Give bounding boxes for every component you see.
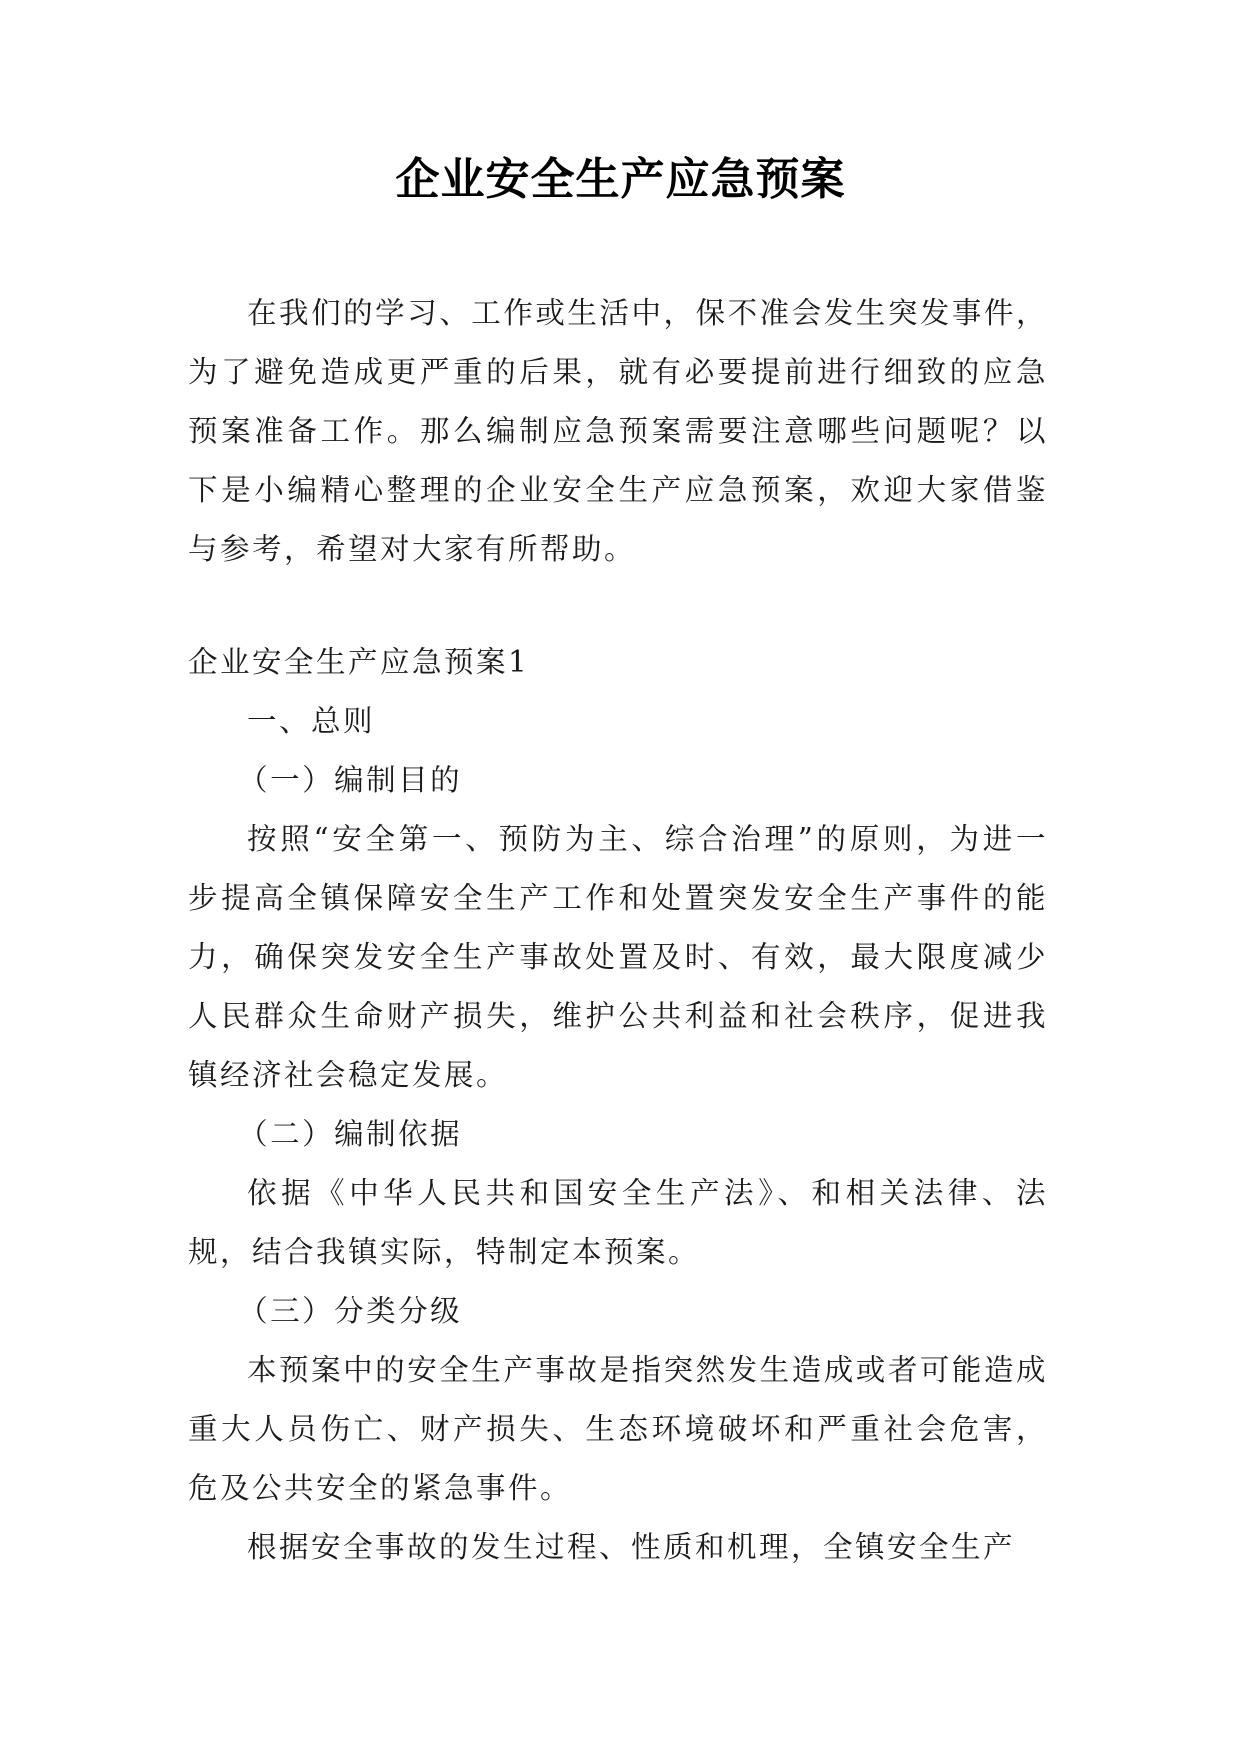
document-body <box>188 284 1048 1577</box>
heading-general: 一、总则 <box>247 704 376 738</box>
heading-classification: （三）分类分级 <box>238 1294 463 1328</box>
heading-basis: （二）编制依据 <box>238 1117 463 1151</box>
intro-paragraph: 在我们的学习、工作或生活中，保不准会发生突发事件，为了避免造成更严重的后果，就有必要提前进行细致的应急预案准备工作。那么编制应急预案需要注意哪些问题呢？以下是小编精心整理的企业安全生产应急预案，欢迎大家借鉴与参考，希望对大家有所帮助。 <box>188 296 1048 566</box>
paragraph-basis: 依据《中华人民共和国安全生产法》、和相关法律、法规，结合我镇实际，特制定本预案。 <box>188 1176 1048 1269</box>
paragraph-classification-2: 根据安全事故的发生过程、性质和机理，全镇安全生产 <box>247 1530 1016 1564</box>
paragraph-purpose: 按照“安全第一、预防为主、综合治理”的原则，为进一步提高全镇保障安全生产工作和处置突发安全生产事件的能力，确保突发安全生产事故处置及时、有效，最大限度减少人民群众生命财产损失，维护公共利益和社会秩序，促进我镇经济社会稳定发展。 <box>188 822 1048 1092</box>
heading-purpose: （一）编制目的 <box>238 763 463 797</box>
paragraph-classification-1: 本预案中的安全生产事故是指突然发生造成或者可能造成重大人员伤亡、财产损失、生态环境破坏和严重社会危害，危及公共安全的紧急事件。 <box>188 1353 1048 1505</box>
document-title: 企业安全生产应急预案 <box>395 154 846 205</box>
section-title: 企业安全生产应急预案1 <box>188 645 530 679</box>
